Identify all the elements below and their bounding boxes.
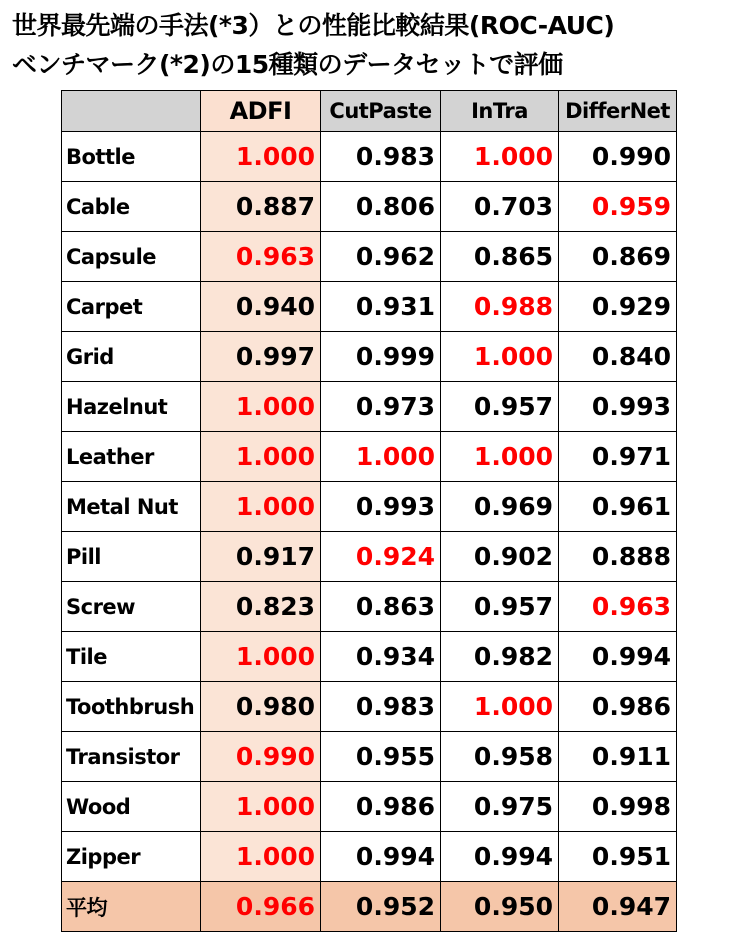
dataset-name: Tile: [62, 632, 201, 682]
score-intra: 0.957: [441, 582, 559, 632]
score-intra: 1.000: [441, 432, 559, 482]
score-intra: 0.958: [441, 732, 559, 782]
table-row: [62, 632, 677, 682]
score-differnet: 0.888: [559, 532, 677, 582]
average-label: 平均: [62, 882, 201, 932]
score-adfi: 1.000: [201, 632, 321, 682]
title-line-1: 世界最先端の手法(*3）との性能比較結果(ROC-AUC): [12, 11, 615, 40]
score-cutpaste: 0.973: [321, 382, 441, 432]
score-adfi: 0.823: [201, 582, 321, 632]
score-cutpaste: 0.806: [321, 182, 441, 232]
dataset-name: Capsule: [62, 232, 201, 282]
table-row: [62, 332, 677, 382]
dataset-name: Toothbrush: [62, 682, 201, 732]
score-cutpaste: 0.863: [321, 582, 441, 632]
dataset-name: Transistor: [62, 732, 201, 782]
header-adfi: ADFI: [201, 91, 321, 132]
table-row: [62, 382, 677, 432]
score-adfi: 0.887: [201, 182, 321, 232]
table-row: [62, 132, 677, 182]
score-cutpaste: 0.931: [321, 282, 441, 332]
average-row: [62, 882, 677, 932]
score-intra: 0.703: [441, 182, 559, 232]
score-cutpaste: 0.952: [321, 882, 441, 932]
score-cutpaste: 0.986: [321, 782, 441, 832]
score-intra: 0.994: [441, 832, 559, 882]
score-differnet: 0.971: [559, 432, 677, 482]
score-cutpaste: 0.983: [321, 682, 441, 732]
table-row: [62, 482, 677, 532]
table-row: [62, 732, 677, 782]
header-corner-cell: [62, 91, 201, 132]
score-cutpaste: 0.924: [321, 532, 441, 582]
score-differnet: 0.963: [559, 582, 677, 632]
dataset-name: Leather: [62, 432, 201, 482]
score-cutpaste: 0.934: [321, 632, 441, 682]
dataset-name: Carpet: [62, 282, 201, 332]
dataset-name: Grid: [62, 332, 201, 382]
score-adfi: 0.980: [201, 682, 321, 732]
score-cutpaste: 0.955: [321, 732, 441, 782]
score-cutpaste: 1.000: [321, 432, 441, 482]
header-row: [62, 91, 677, 132]
score-cutpaste: 0.993: [321, 482, 441, 532]
score-adfi: 1.000: [201, 132, 321, 182]
score-differnet: 0.961: [559, 482, 677, 532]
score-intra: 1.000: [441, 132, 559, 182]
score-differnet: 0.986: [559, 682, 677, 732]
score-intra: 0.982: [441, 632, 559, 682]
table-row: [62, 782, 677, 832]
score-intra: 0.969: [441, 482, 559, 532]
score-adfi: 0.997: [201, 332, 321, 382]
dataset-name: Bottle: [62, 132, 201, 182]
score-intra: 1.000: [441, 682, 559, 732]
score-differnet: 0.911: [559, 732, 677, 782]
score-differnet: 0.951: [559, 832, 677, 882]
score-adfi: 0.966: [201, 882, 321, 932]
score-adfi: 0.940: [201, 282, 321, 332]
score-adfi: 1.000: [201, 832, 321, 882]
score-differnet: 0.947: [559, 882, 677, 932]
score-adfi: 0.963: [201, 232, 321, 282]
score-cutpaste: 0.994: [321, 832, 441, 882]
header-differnet: DifferNet: [559, 91, 677, 132]
score-adfi: 1.000: [201, 382, 321, 432]
score-cutpaste: 0.999: [321, 332, 441, 382]
dataset-name: Pill: [62, 532, 201, 582]
score-cutpaste: 0.983: [321, 132, 441, 182]
score-intra: 0.902: [441, 532, 559, 582]
header-cutpaste: CutPaste: [321, 91, 441, 132]
comparison-table: [61, 90, 677, 932]
dataset-name: Zipper: [62, 832, 201, 882]
table-row: [62, 182, 677, 232]
score-differnet: 0.994: [559, 632, 677, 682]
score-differnet: 0.998: [559, 782, 677, 832]
score-intra: 0.950: [441, 882, 559, 932]
score-adfi: 1.000: [201, 482, 321, 532]
score-adfi: 1.000: [201, 782, 321, 832]
table-row: [62, 582, 677, 632]
title-line-2: ベンチマーク(*2)の15種類のデータセットで評価: [12, 50, 563, 79]
score-intra: 0.865: [441, 232, 559, 282]
score-differnet: 0.929: [559, 282, 677, 332]
score-adfi: 0.990: [201, 732, 321, 782]
table-row: [62, 282, 677, 332]
score-differnet: 0.993: [559, 382, 677, 432]
score-differnet: 0.869: [559, 232, 677, 282]
table-row: [62, 832, 677, 882]
table-row: [62, 232, 677, 282]
score-adfi: 1.000: [201, 432, 321, 482]
table-row: [62, 682, 677, 732]
score-differnet: 0.840: [559, 332, 677, 382]
dataset-name: Metal Nut: [62, 482, 201, 532]
score-intra: 0.988: [441, 282, 559, 332]
dataset-name: Cable: [62, 182, 201, 232]
score-intra: 0.975: [441, 782, 559, 832]
score-differnet: 0.959: [559, 182, 677, 232]
slide-title: [12, 6, 742, 84]
table-row: [62, 432, 677, 482]
dataset-name: Screw: [62, 582, 201, 632]
score-intra: 1.000: [441, 332, 559, 382]
header-intra: InTra: [441, 91, 559, 132]
dataset-name: Hazelnut: [62, 382, 201, 432]
score-differnet: 0.990: [559, 132, 677, 182]
score-cutpaste: 0.962: [321, 232, 441, 282]
table-row: [62, 532, 677, 582]
dataset-name: Wood: [62, 782, 201, 832]
score-intra: 0.957: [441, 382, 559, 432]
score-adfi: 0.917: [201, 532, 321, 582]
